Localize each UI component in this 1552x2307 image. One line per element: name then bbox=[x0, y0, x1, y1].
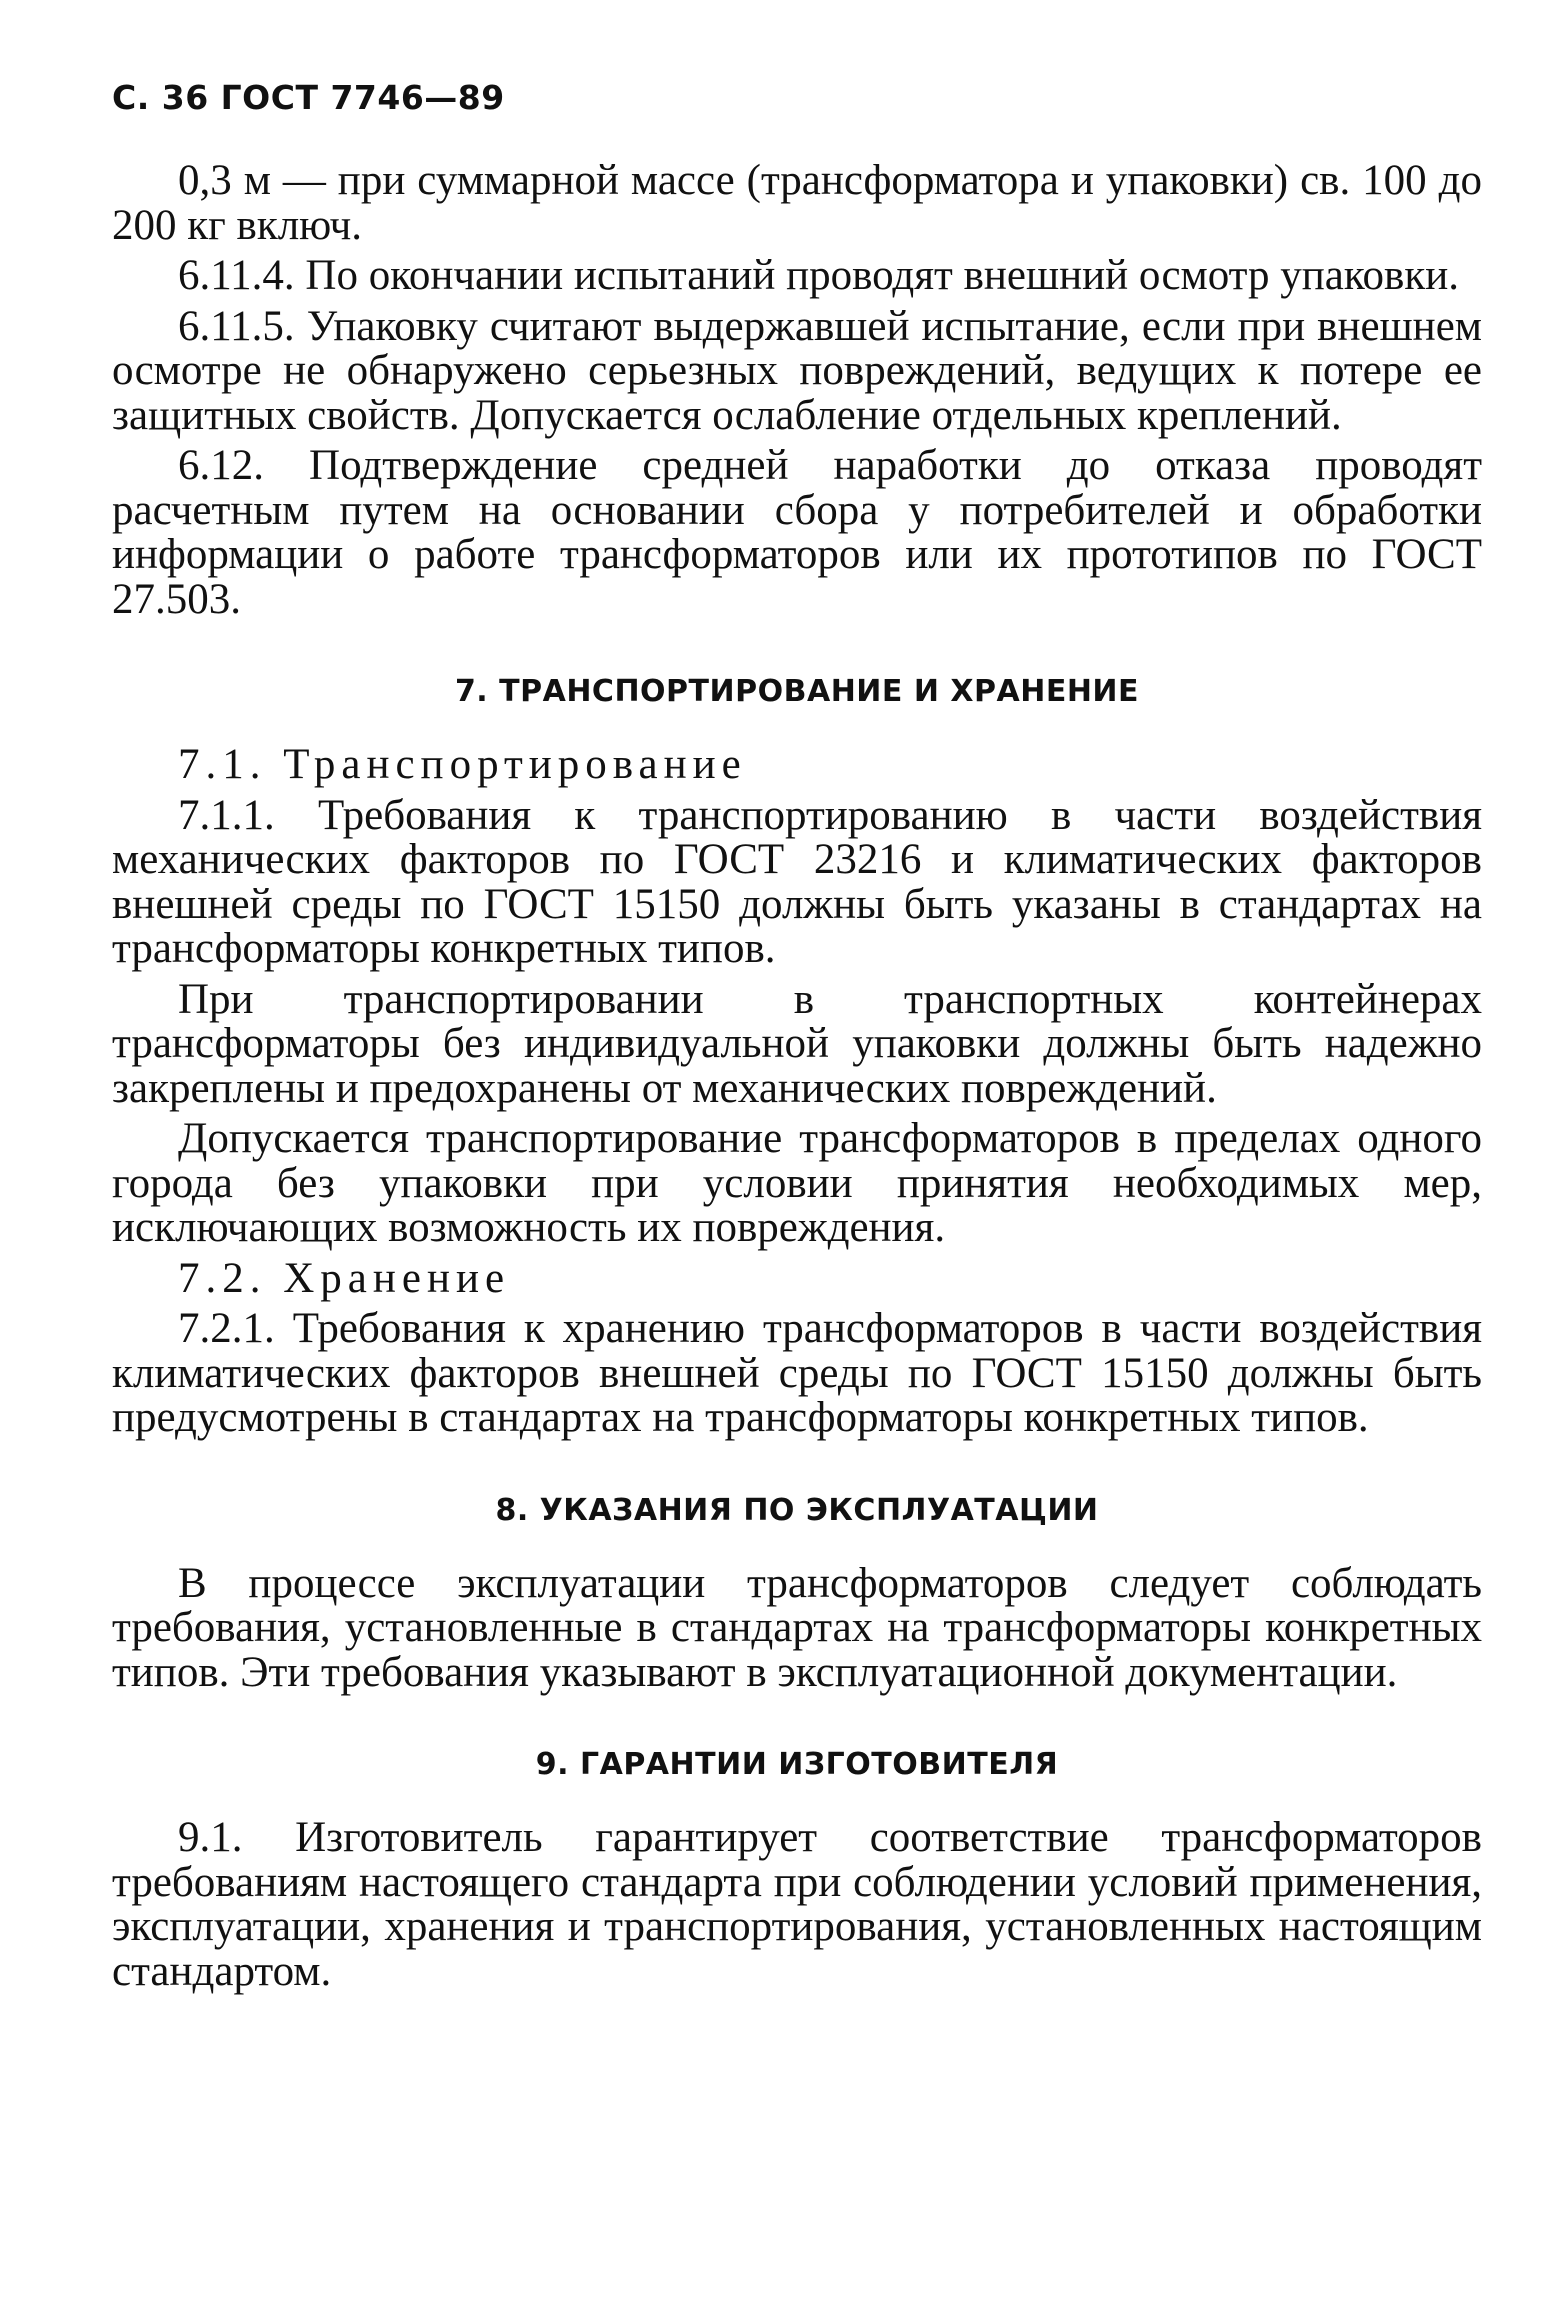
section-7-body bbox=[112, 743, 1482, 1441]
page-header: С. 36 ГОСТ 7746—89 bbox=[112, 78, 505, 117]
paragraph-7-1-1: 7.1.1. Требования к транспортированию в части воздействия механических факторов по ГОСТ 23216 и климатических факторов внешней среды по ГОСТ 15150 должны быть указаны в стандартах на трансформаторы конкретных типов. bbox=[112, 791, 1482, 972]
paragraph-6-12: 6.12. Подтверждение средней наработки до отказа проводят расчетным путем на основании сбора у потребителей и обработки информации о работе трансформаторов или их прототипов по ГОСТ 27.503. bbox=[112, 442, 1482, 623]
section-8-title: 8. УКАЗАНИЯ ПО ЭКСПЛУАТАЦИИ bbox=[495, 1492, 1099, 1528]
paragraph-operation: В процессе эксплуатации трансформаторов следует соблюдать требования, установленные в стандартах на трансформаторы конкретных типов. Эти требования указывают в эксплуатационной документации. bbox=[112, 1559, 1482, 1696]
subheading-7-1: 7.1. Транспортирование bbox=[178, 741, 747, 788]
paragraph-6-11-4: 6.11.4. По окончании испытаний проводят внешний осмотр упаковки. bbox=[178, 252, 1460, 299]
paragraph-city-transport: Допускается транспортирование трансформаторов в пределах одного города без упаковки при условии принятия необходимых мер, исключающих возможность их повреждения. bbox=[112, 1115, 1482, 1251]
paragraph-containers: При транспортировании в транспортных контейнерах трансформаторы без индивидуальной упаковки должны быть надежно закреплены и предохранены от механических повреждений. bbox=[112, 975, 1482, 1112]
subheading-7-2: 7.2. Хранение bbox=[178, 1254, 511, 1302]
intro-block bbox=[112, 159, 1482, 622]
section-9-body bbox=[112, 1816, 1482, 1994]
paragraph-mass-limit: 0,3 м — при суммарной массе (трансформатора и упаковки) св. 100 до 200 кг включ. bbox=[112, 157, 1482, 249]
paragraph-7-2-1: 7.2.1. Требования к хранению трансформаторов в части воздействия климатических факторов внешней среды по ГОСТ 15150 должны быть предусмотрены в стандартах на трансформаторы конкретных типов. bbox=[112, 1305, 1482, 1441]
section-9-title: 9. ГАРАНТИИ ИЗГОТОВИТЕЛЯ bbox=[535, 1747, 1059, 1782]
paragraph-9-1: 9.1. Изготовитель гарантирует соответствие трансформаторов требованиям настоящего стандарта при соблюдении условий применения, эксплуатации, хранения и транспортирования, установленных настоящим стандартом. bbox=[112, 1814, 1482, 1995]
paragraph-6-11-5: 6.11.5. Упаковку считают выдержавшей испытание, если при внешнем осмотре не обнаружено серьезных повреждений, ведущих к потере ее защитных свойств. Допускается ослабление отдельных креплений. bbox=[112, 302, 1482, 439]
section-7-title: 7. ТРАНСПОРТИРОВАНИЕ И ХРАНЕНИЕ bbox=[454, 674, 1140, 709]
section-8-body bbox=[112, 1559, 1482, 1696]
